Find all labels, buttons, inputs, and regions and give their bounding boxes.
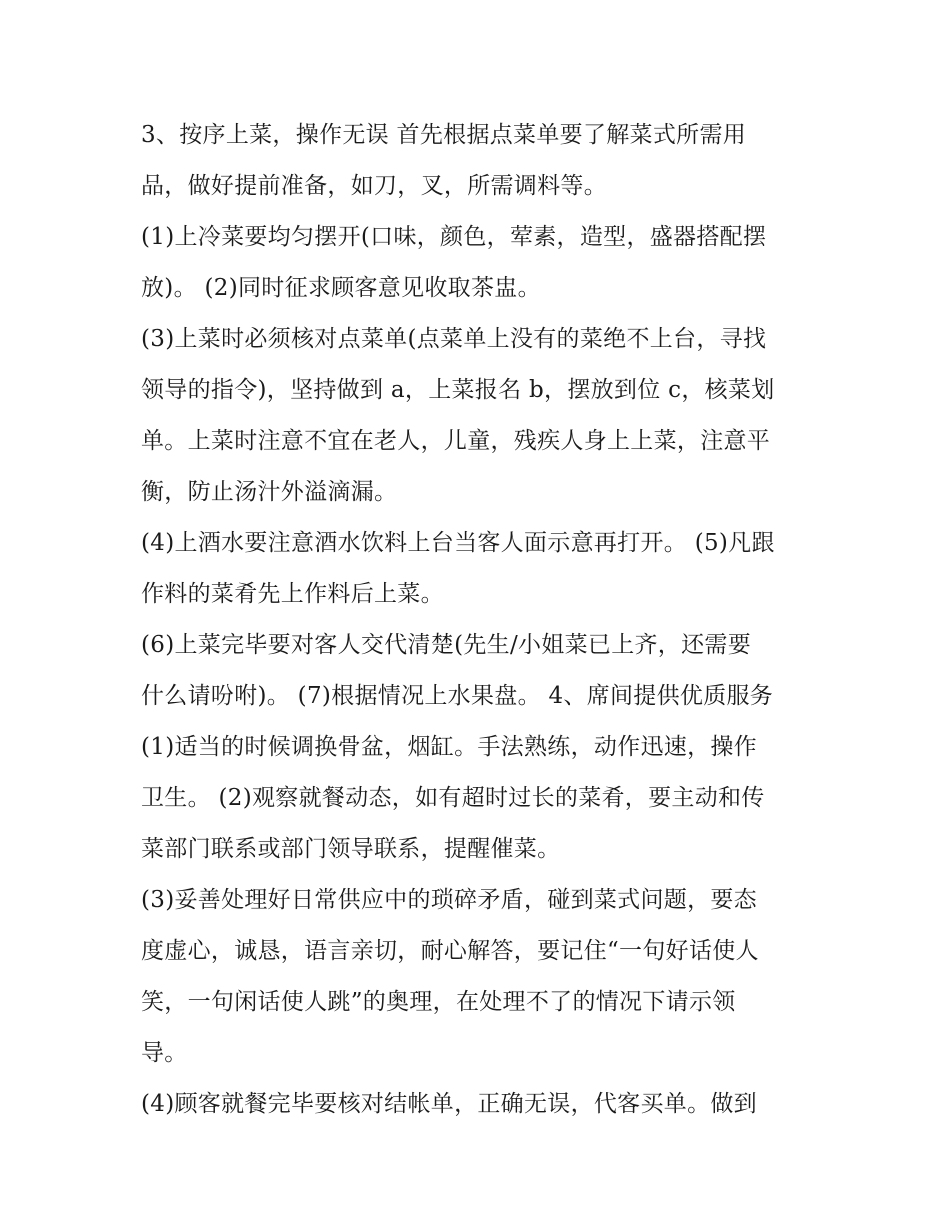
text-line: (3)上菜时必须核对点菜单(点菜单上没有的菜绝不上台，寻找 bbox=[141, 326, 767, 352]
text-line: 衡，防止汤汁外溢滴漏。 bbox=[141, 479, 398, 505]
text-line: 笑，一句闲话使人跳”的奥理，在处理不了的情况下请示领 bbox=[141, 989, 736, 1015]
text-line: 单。上菜时注意不宜在老人，儿童，残疾人身上上菜，注意平 bbox=[141, 428, 771, 454]
text-line: (1)适当的时候调换骨盆，烟缸。手法熟练，动作迅速，操作 bbox=[141, 734, 757, 760]
text-line: 菜部门联系或部门领导联系，提醒催菜。 bbox=[141, 836, 561, 862]
text-line: (1)上冷菜要均匀摆开(口味，颜色，荤素，造型，盛器搭配摆 bbox=[141, 224, 767, 250]
text-line: 领导的指令)，坚持做到 a，上菜报名 b，摆放到位 c，核菜划 bbox=[141, 377, 775, 403]
text-line: 作料的菜肴先上作料后上菜。 bbox=[141, 581, 444, 607]
text-line: 品，做好提前准备，如刀，叉，所需调料等。 bbox=[141, 173, 607, 199]
document-body bbox=[141, 110, 821, 1130]
text-line: 导。 bbox=[141, 1040, 188, 1066]
text-line: 3、按序上菜，操作无误 首先根据点菜单要了解菜式所需用 bbox=[141, 122, 747, 148]
text-line: 放)。 (2)同时征求顾客意见收取茶盅。 bbox=[141, 275, 541, 301]
text-line: 度虚心，诚恳，语言亲切，耐心解答，要记住“一句好话使人 bbox=[141, 938, 759, 964]
text-line: 卫生。 (2)观察就餐动态，如有超时过长的菜肴，要主动和传 bbox=[141, 785, 765, 811]
text-line: (6)上菜完毕要对客人交代清楚(先生/小姐菜已上齐，还需要 bbox=[141, 632, 752, 658]
text-line: (3)妥善处理好日常供应中的琐碎矛盾，碰到菜式问题，要态 bbox=[141, 887, 757, 913]
text-line: (4)顾客就餐完毕要核对结帐单，正确无误，代客买单。做到 bbox=[141, 1091, 757, 1117]
text-line: 什么请吩咐)。 (7)根据情况上水果盘。 4、席间提供优质服务 bbox=[141, 683, 774, 709]
text-line: (4)上酒水要注意酒水饮料上台当客人面示意再打开。 (5)凡跟 bbox=[141, 530, 775, 556]
